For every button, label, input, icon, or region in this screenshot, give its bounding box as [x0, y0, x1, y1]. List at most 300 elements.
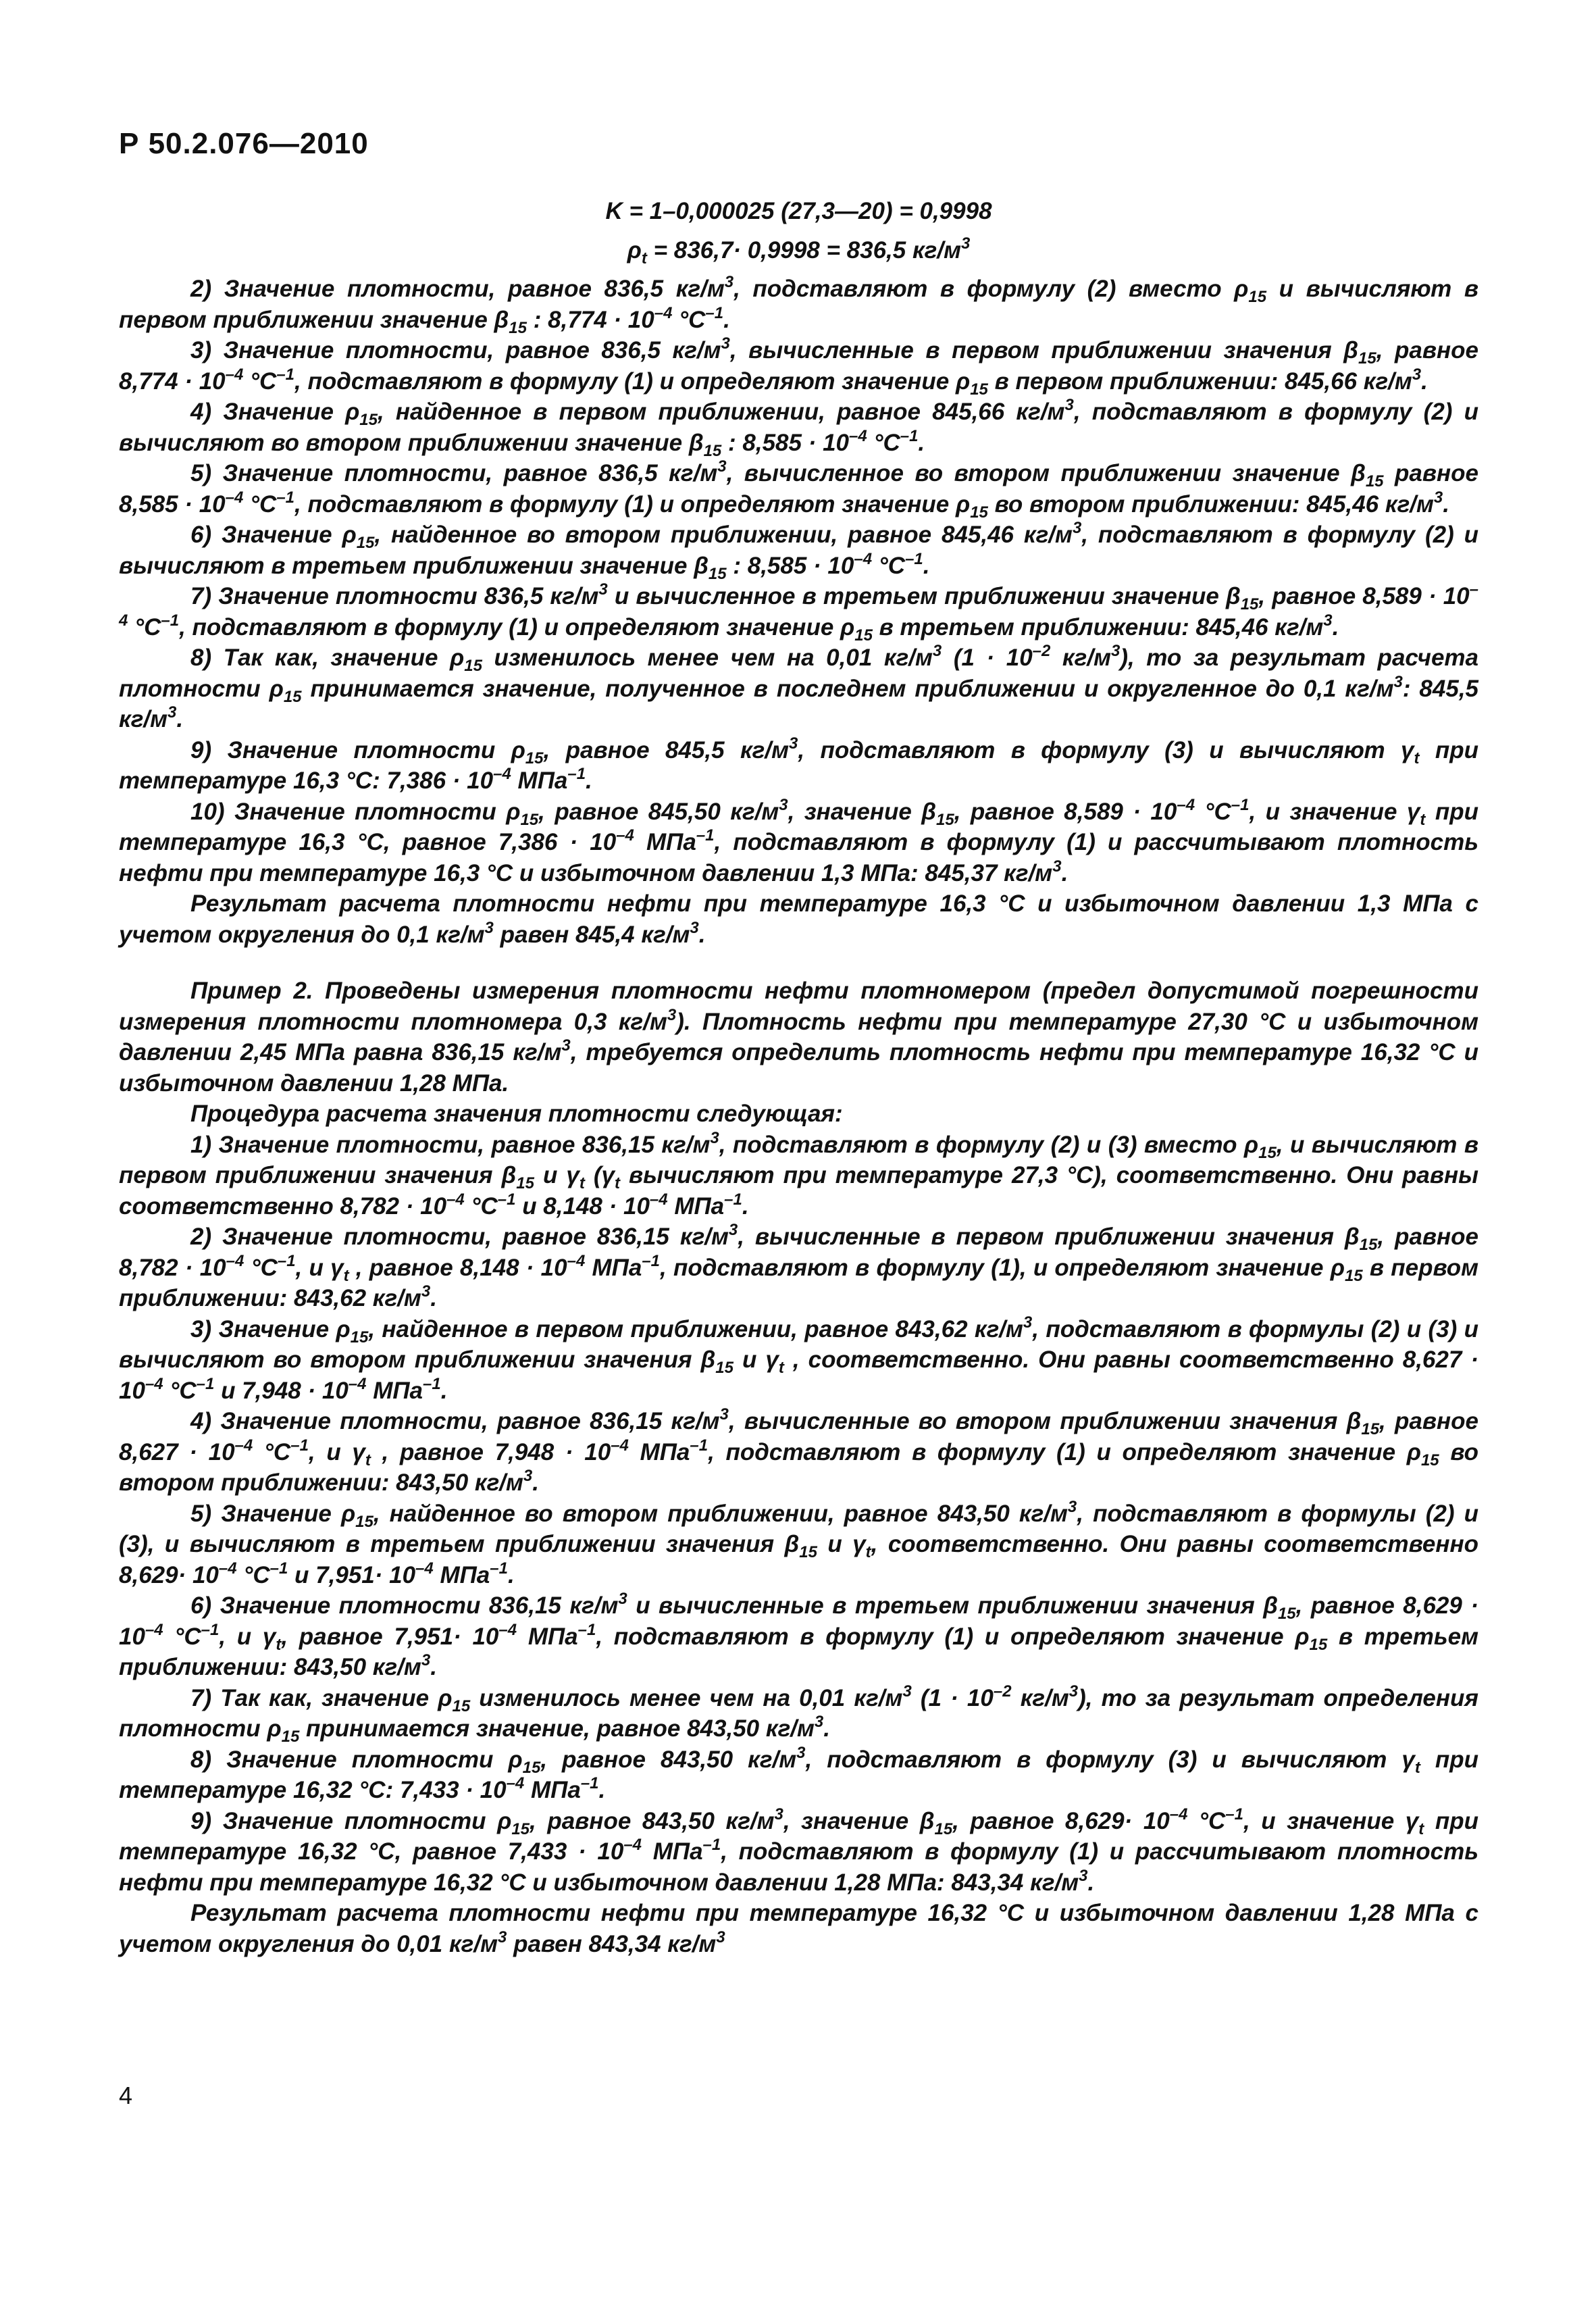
- superscript: 3: [1323, 611, 1333, 630]
- superscript: 3: [728, 1221, 738, 1239]
- text-run: , требуется определить плотность нефти при температуре 16,32 °С и избыточном давлении 1,28 МПа.: [119, 1039, 1478, 1097]
- text-run: , и γ: [295, 1254, 344, 1281]
- paragraph: [119, 274, 1478, 335]
- text-run: , подставляют в формулу (1) и определяют значение ρ: [294, 368, 971, 395]
- text-run: и вычисляют в первом приближении значение β: [119, 276, 1478, 333]
- superscript: –4: [234, 1436, 253, 1455]
- text-run: и γ: [534, 1162, 580, 1188]
- text-run: , подставляют в формулу (3) и вычисляют γ: [805, 1746, 1415, 1773]
- subscript: 15: [511, 1819, 530, 1838]
- superscript: 3: [168, 703, 177, 722]
- subscript: 15: [970, 380, 988, 399]
- text-run: 8) Так как, значение ρ: [190, 645, 465, 671]
- text-run: , и γ: [219, 1623, 276, 1650]
- text-run: МПа: [642, 1838, 703, 1865]
- text-run: °С: [253, 1438, 291, 1465]
- document-body: [119, 196, 1478, 1959]
- text-run: °С: [1195, 798, 1231, 825]
- text-run: Результат расчета плотности нефти при температуре 16,32 °С и избыточном давлении 1,28 МПа с учетом округления до 0,01 кг/м: [119, 1900, 1478, 1957]
- superscript: –4: [623, 1836, 642, 1854]
- text-run: , подставляют в формулу (1) и определяют значение ρ: [179, 613, 855, 640]
- text-run: , и значение γ: [1249, 798, 1420, 825]
- text-run: 1) Значение плотности, равное 836,15 кг/м: [190, 1131, 711, 1158]
- superscript: 3: [561, 1036, 571, 1055]
- text-run: и вычисленные в третьем приближении значения β: [627, 1592, 1278, 1619]
- text-run: , соответственно. Они равны соответственно 8,629· 10: [119, 1531, 1478, 1588]
- superscript: 3: [618, 1590, 627, 1608]
- text-run: при температуре 16,32 °С, равное 7,433 · 10: [119, 1807, 1478, 1865]
- subscript: t: [1414, 1758, 1420, 1777]
- subscript: 15: [452, 1696, 471, 1715]
- text-run: в первом приближении: 843,62 кг/м: [119, 1254, 1478, 1311]
- subscript: 15: [1344, 1266, 1363, 1285]
- text-run: .: [1061, 859, 1069, 886]
- superscript: –1: [900, 426, 919, 445]
- text-run: , подставляют в формулу (3) и вычисляют γ: [798, 736, 1414, 763]
- text-run: в третьем приближении: 843,50 кг/м: [119, 1623, 1478, 1680]
- text-run: , и значение γ: [1243, 1807, 1419, 1834]
- text-run: °С: [1187, 1807, 1226, 1834]
- text-run: (1 · 10: [911, 1684, 994, 1711]
- text-run: ), то за результат расчета плотности ρ: [119, 645, 1478, 702]
- text-run: 7) Так как, значение ρ: [190, 1684, 453, 1711]
- paragraph: [119, 888, 1478, 950]
- subscript: 15: [934, 1819, 953, 1838]
- text-run: , подставляют в формулы (2) и (3), и вычисляют в третьем приближении значения β: [119, 1500, 1478, 1557]
- text-run: .: [723, 306, 730, 333]
- text-run: , равное 8,782 · 10: [119, 1224, 1478, 1281]
- subscript: 15: [520, 810, 539, 829]
- superscript: –4: [348, 1374, 367, 1393]
- superscript: 3: [779, 795, 788, 814]
- text-run: равен 845,4 кг/м: [493, 921, 690, 948]
- text-run: .: [176, 706, 184, 732]
- subscript: 15: [703, 441, 722, 460]
- text-run: °С: [244, 1254, 278, 1281]
- superscript: –4: [649, 1190, 668, 1209]
- text-run: 5) Значение плотности, равное 836,5 кг/м: [190, 460, 718, 486]
- subscript: t: [865, 1543, 871, 1561]
- text-run: , вычисленные во втором приближении значения β: [728, 1408, 1362, 1434]
- paragraph: [119, 520, 1478, 581]
- superscript: –4: [226, 1251, 244, 1270]
- subscript: t: [778, 1359, 784, 1377]
- text-run: °С: [464, 1192, 498, 1219]
- document-code-header: Р 50.2.076—2010: [119, 127, 369, 160]
- text-run: в третьем приближении: 845,46 кг/м: [872, 613, 1324, 640]
- text-run: и 7,948 · 10: [214, 1377, 349, 1404]
- formula-k: [119, 196, 1478, 227]
- superscript: 3: [1072, 519, 1082, 537]
- superscript: 3: [710, 1128, 719, 1147]
- superscript: 3: [1023, 1313, 1033, 1332]
- superscript: 3: [960, 234, 971, 253]
- text-run: , и вычисляют в первом приближении значения β: [119, 1131, 1478, 1188]
- superscript: –1: [497, 1190, 516, 1209]
- paragraph: [119, 1406, 1478, 1499]
- text-run: °С: [243, 368, 277, 395]
- subscript: 15: [281, 1728, 300, 1746]
- text-run: 6) Значение ρ: [190, 522, 357, 548]
- text-run: вычисляют при температуре 27,3 °С), соответственно. Они равны соответственно 8,782 · 10: [119, 1162, 1478, 1219]
- superscript: –1: [490, 1559, 508, 1578]
- text-run: принимается значение, равное 843,50 кг/м: [299, 1715, 815, 1742]
- superscript: –1: [567, 765, 586, 783]
- subscript: 15: [1359, 1236, 1378, 1254]
- superscript: –1: [580, 1774, 599, 1792]
- text-run: : 8,585 · 10: [721, 429, 850, 456]
- text-run: = 836,7· 0,9998 = 836,5 кг/м: [646, 236, 961, 263]
- text-run: .: [742, 1192, 749, 1219]
- text-run: МПа: [517, 1623, 578, 1650]
- text-run: , подставляют в формулу (1) и рассчитывают плотность нефти при температуре 16,32 °С и избыточном давлении 1,28 МПа: 843,34 кг/м: [119, 1838, 1478, 1896]
- superscript: –2: [993, 1682, 1012, 1701]
- superscript: –4: [145, 1374, 163, 1393]
- superscript: –4: [567, 1251, 586, 1270]
- paragraph: [119, 1744, 1478, 1806]
- paragraph: [119, 1590, 1478, 1683]
- text-run: °С: [872, 552, 906, 579]
- text-run: 9) Значение плотности ρ: [190, 736, 525, 763]
- text-run: , соответственно. Они равны соответственно 8,627 · 10: [119, 1347, 1479, 1404]
- superscript: –1: [702, 1836, 721, 1854]
- subscript: 15: [525, 749, 544, 768]
- subscript: 15: [1365, 472, 1384, 491]
- superscript: 3: [1052, 857, 1062, 876]
- text-run: , подставляют в формулу (2) и (3) вместо ρ: [719, 1131, 1259, 1158]
- subscript: 15: [1420, 1451, 1439, 1469]
- text-run: МПа: [634, 829, 696, 855]
- superscript: –4: [415, 1559, 434, 1578]
- text-run: .: [1443, 491, 1449, 518]
- text-run: и 7,951· 10: [288, 1561, 416, 1588]
- superscript: –4: [854, 549, 873, 568]
- text-run: во втором приближении: 843,50 кг/м: [119, 1438, 1478, 1496]
- text-run: при температуре 16,3 °С, равное 7,386 · 10: [119, 798, 1479, 855]
- superscript: –1: [577, 1620, 596, 1639]
- text-run: МПа: [585, 1254, 642, 1281]
- text-run: , подставляют в формулу (2) и вычисляют в третьем приближении значение β: [119, 522, 1479, 579]
- text-run: МПа: [628, 1438, 690, 1465]
- subscript: 15: [522, 1758, 541, 1777]
- text-run: , вычисленные в первом приближении значения β: [738, 1224, 1360, 1250]
- subscript: 15: [509, 318, 527, 337]
- text-run: во втором приближении: 845,46 кг/м: [987, 491, 1434, 518]
- text-run: Процедура расчета значения плотности следующая:: [190, 1101, 843, 1127]
- superscript: 3: [774, 1805, 783, 1823]
- paragraph: [119, 581, 1478, 643]
- text-run: 3) Значение плотности, равное 836,5 кг/м: [190, 337, 721, 363]
- text-run: .: [598, 1777, 606, 1803]
- superscript: 3: [932, 642, 942, 660]
- text-run: 2) Значение плотности, равное 836,5 кг/м: [190, 276, 725, 302]
- superscript: –4: [1177, 795, 1195, 814]
- text-run: , равное 8,629· 10: [952, 1807, 1170, 1834]
- superscript: 3: [716, 1928, 725, 1946]
- text-run: °С: [163, 1623, 201, 1650]
- subscript: t: [579, 1174, 585, 1192]
- text-run: .: [440, 1377, 448, 1404]
- text-run: , равное 843,50 кг/м: [540, 1746, 797, 1773]
- paragraph: [119, 797, 1478, 889]
- paragraph: [119, 735, 1478, 797]
- subscript: 15: [935, 810, 954, 829]
- text-run: .: [1087, 1869, 1095, 1896]
- subscript: t: [365, 1451, 371, 1469]
- subscript: 15: [1358, 349, 1376, 368]
- superscript: –4: [493, 765, 511, 783]
- superscript: 3: [1393, 672, 1403, 691]
- text-run: .: [1332, 613, 1339, 640]
- text-run: (γ: [584, 1162, 615, 1188]
- text-run: изменилось менее чем на 0,01 кг/м: [482, 645, 933, 671]
- superscript: –1: [161, 611, 180, 630]
- text-run: 2) Значение плотности, равное 836,15 кг/м: [190, 1224, 729, 1250]
- subscript: t: [1420, 810, 1426, 829]
- text-run: , подставляют в формулу (1) и определяют значение ρ: [596, 1623, 1310, 1650]
- subscript: 15: [355, 1512, 374, 1531]
- text-run: , равное 8,589 · 10: [1258, 583, 1470, 609]
- subscript: t: [343, 1266, 349, 1285]
- text-run: , равное 8,629 · 10: [119, 1592, 1478, 1650]
- text-run: , равное 7,951· 10: [281, 1623, 499, 1650]
- paragraph: [119, 1130, 1478, 1222]
- superscript: –4: [225, 488, 244, 507]
- superscript: 3: [421, 1651, 431, 1669]
- text-run: .: [532, 1469, 540, 1496]
- text-run: , найденное во втором приближении, равное 845,46 кг/м: [374, 522, 1073, 548]
- text-run: 3) Значение ρ: [190, 1315, 351, 1342]
- text-run: , вычисленное во втором приближении значение β: [726, 460, 1366, 486]
- text-run: 4) Значение ρ: [190, 399, 360, 425]
- text-run: , вычисленные в первом приближении значения β: [729, 337, 1359, 363]
- text-run: , равное 8,627 · 10: [119, 1408, 1478, 1465]
- paragraph: [119, 1499, 1478, 1591]
- superscript: –1: [201, 1620, 220, 1639]
- text-run: , подставляют в формулу (1), и определяют значение ρ: [660, 1254, 1345, 1281]
- superscript: –1: [423, 1374, 441, 1393]
- superscript: –4: [225, 365, 244, 384]
- text-run: , найденное в первом приближении, равное 843,62 кг/м: [368, 1315, 1023, 1342]
- text-run: МПа: [524, 1777, 581, 1803]
- text-run: 8) Значение плотности ρ: [190, 1746, 523, 1773]
- text-run: , подставляют в формулу (2) и вычисляют во втором приближении значение β: [119, 399, 1478, 456]
- subscript: 15: [350, 1328, 369, 1347]
- text-run: (1 · 10: [942, 645, 1033, 671]
- text-run: , равное 8,589 · 10: [954, 798, 1177, 825]
- text-run: .: [923, 552, 930, 579]
- text-run: .: [430, 1654, 437, 1680]
- superscript: 3: [788, 734, 798, 753]
- superscript: –1: [1225, 1805, 1243, 1823]
- text-run: при температуре 16,32 °С: 7,433 · 10: [119, 1746, 1479, 1803]
- superscript: –1: [905, 549, 923, 568]
- text-run: кг/м: [1050, 645, 1111, 671]
- text-run: , значение β: [788, 798, 936, 825]
- text-run: 9) Значение плотности ρ: [190, 1807, 512, 1834]
- paragraph: [119, 1806, 1478, 1898]
- text-run: равен 843,34 кг/м: [507, 1930, 717, 1957]
- paragraph: [119, 1314, 1478, 1407]
- text-run: , равное 843,50 кг/м: [530, 1807, 775, 1834]
- superscript: 3: [1412, 365, 1422, 384]
- superscript: 3: [690, 918, 699, 937]
- text-run: .: [507, 1561, 515, 1588]
- text-run: при температуре 16,3 °С: 7,386 · 10: [119, 736, 1478, 794]
- text-run: изменилось менее чем на 0,01 кг/м: [470, 1684, 903, 1711]
- subscript: 15: [356, 534, 375, 552]
- superscript: –1: [277, 1251, 296, 1270]
- text-run: , подставляют в формулу (1) и определяют значение ρ: [708, 1438, 1421, 1465]
- text-run: Пример 2. Проведены измерения плотности нефти плотномером (предел допустимой погрешности измерения плотности плотномера 0,3 кг/м: [119, 978, 1478, 1035]
- text-run: 10) Значение плотности ρ: [190, 798, 521, 825]
- superscript: –4: [506, 1774, 525, 1792]
- text-run: МПа: [366, 1377, 423, 1404]
- superscript: –4: [218, 1559, 237, 1578]
- text-run: °С: [163, 1377, 197, 1404]
- text-run: , равное 7,948 · 10: [370, 1438, 611, 1465]
- subscript: 15: [970, 503, 988, 522]
- superscript: 3: [667, 1005, 677, 1024]
- text-run: МПа: [667, 1192, 725, 1219]
- text-run: °С: [236, 1561, 270, 1588]
- text-run: , и γ: [308, 1438, 365, 1465]
- subscript: 15: [1277, 1605, 1296, 1623]
- text-run: .: [823, 1715, 830, 1742]
- paragraph: [119, 1222, 1478, 1314]
- text-run: и 8,148 · 10: [515, 1192, 650, 1219]
- text-run: ), то за результат определения плотности ρ: [119, 1684, 1479, 1742]
- subscript: 15: [1258, 1143, 1277, 1162]
- text-run: , подставляют в формулу (1) и рассчитывают плотность нефти при температуре 16,3 °С и избыточном давлении 1,3 МПа: 845,37 кг/м: [119, 829, 1478, 886]
- subscript: 15: [516, 1174, 534, 1192]
- subscript: 15: [359, 411, 378, 429]
- text-run: , найденное во втором приближении, равное 843,50 кг/м: [373, 1500, 1068, 1527]
- subscript: t: [1414, 749, 1420, 768]
- text-run: и γ: [733, 1347, 779, 1373]
- text-run: , подставляют в формулу (2) вместо ρ: [733, 276, 1249, 302]
- superscript: –4: [119, 580, 1478, 630]
- text-run: .: [586, 768, 592, 794]
- text-run: ). Плотность нефти при температуре 27,30 °С и избыточном давлении 2,45 МПа равна 836,15 кг/м: [119, 1008, 1478, 1065]
- text-run: , значение β: [783, 1807, 935, 1834]
- text-run: 4) Значение плотности, равное 836,15 кг/м: [190, 1408, 720, 1434]
- subscript: 15: [715, 1359, 733, 1377]
- text-run: МПа: [511, 768, 568, 794]
- text-run: Результат расчета плотности нефти при температуре 16,3 °С и избыточном давлении 1,3 МПа с учетом округления до 0,1 кг/м: [119, 890, 1478, 948]
- superscript: 3: [721, 334, 730, 353]
- superscript: –4: [654, 303, 673, 322]
- superscript: –4: [145, 1620, 163, 1639]
- text-run: .: [918, 429, 925, 456]
- text-run: и γ: [817, 1531, 866, 1557]
- text-run: ρ: [627, 236, 642, 263]
- superscript: –1: [276, 488, 295, 507]
- superscript: –1: [276, 365, 295, 384]
- text-run: .: [698, 921, 706, 948]
- superscript: –1: [724, 1190, 742, 1209]
- paragraph: [119, 335, 1478, 397]
- subscript: 15: [708, 564, 727, 583]
- text-run: кг/м: [1011, 1684, 1069, 1711]
- subscript: 15: [464, 657, 482, 675]
- paragraph: [119, 643, 1478, 735]
- text-run: , равное 8,774 · 10: [119, 337, 1478, 395]
- superscript: –1: [290, 1436, 309, 1455]
- text-run: , подставляют в формулы (2) и (3) и вычисляют во втором приближении значения β: [119, 1315, 1478, 1373]
- formula-rho_t: [119, 235, 1478, 266]
- text-run: °С: [867, 429, 900, 456]
- paragraph: [119, 397, 1478, 458]
- paragraph: [119, 1683, 1478, 1744]
- superscript: 3: [814, 1713, 824, 1731]
- text-run: : 8,585 · 10: [726, 552, 854, 579]
- superscript: 3: [902, 1682, 912, 1701]
- text-run: , равное 845,50 кг/м: [538, 798, 779, 825]
- subscript: t: [1418, 1819, 1424, 1838]
- superscript: –1: [1231, 795, 1250, 814]
- superscript: 3: [1069, 1682, 1079, 1701]
- subscript: t: [276, 1635, 282, 1654]
- paragraph: [119, 1898, 1478, 1959]
- superscript: 3: [1110, 642, 1121, 660]
- text-run: : 8,774 · 10: [526, 306, 654, 333]
- subscript: 15: [1309, 1635, 1328, 1654]
- text-run: 6) Значение плотности 836,15 кг/м: [190, 1592, 619, 1619]
- superscript: 3: [1079, 1866, 1088, 1885]
- text-run: в первом приближении: 845,66 кг/м: [987, 368, 1412, 395]
- superscript: –4: [849, 426, 867, 445]
- paragraph: [119, 458, 1478, 520]
- superscript: 3: [523, 1467, 533, 1485]
- subscript: t: [614, 1174, 620, 1192]
- superscript: –4: [498, 1620, 517, 1639]
- text-run: °С: [128, 613, 161, 640]
- subscript: 15: [1248, 288, 1267, 306]
- superscript: 3: [421, 1282, 431, 1301]
- superscript: 3: [1433, 488, 1443, 507]
- page-number: 4: [119, 2082, 133, 2109]
- subscript: 15: [1361, 1420, 1380, 1438]
- superscript: 3: [1064, 396, 1074, 414]
- superscript: –1: [642, 1251, 661, 1270]
- text-run: , найденное в первом приближении, равное 845,66 кг/м: [377, 399, 1065, 425]
- text-run: равное 8,585 · 10: [119, 460, 1478, 518]
- superscript: –1: [705, 303, 724, 322]
- superscript: –4: [446, 1190, 465, 1209]
- paragraph: [119, 1099, 1478, 1130]
- superscript: 3: [484, 918, 494, 937]
- text-run: принимается значение, полученное в последнем приближении и округленное до 0,1 кг/м: [301, 675, 1394, 702]
- text-run: .: [1421, 368, 1428, 395]
- text-run: K = 1–0,000025 (27,3—20) = 0,9998: [605, 198, 992, 224]
- superscript: 3: [497, 1928, 507, 1946]
- text-run: : 845,5 кг/м: [119, 675, 1479, 732]
- superscript: –4: [616, 826, 634, 845]
- subscript: 15: [854, 626, 873, 645]
- text-run: .: [430, 1285, 437, 1311]
- superscript: –1: [690, 1436, 709, 1455]
- superscript: 3: [598, 580, 608, 599]
- text-run: , подставляют в формулу (1) и определяют значение ρ: [294, 491, 971, 518]
- subscript: 15: [1240, 595, 1259, 613]
- paragraph: [119, 976, 1478, 1099]
- superscript: –4: [1169, 1805, 1188, 1823]
- superscript: –1: [196, 1374, 215, 1393]
- superscript: –1: [269, 1559, 288, 1578]
- text-run: , равное 8,148 · 10: [349, 1254, 567, 1281]
- text-run: МПа: [433, 1561, 490, 1588]
